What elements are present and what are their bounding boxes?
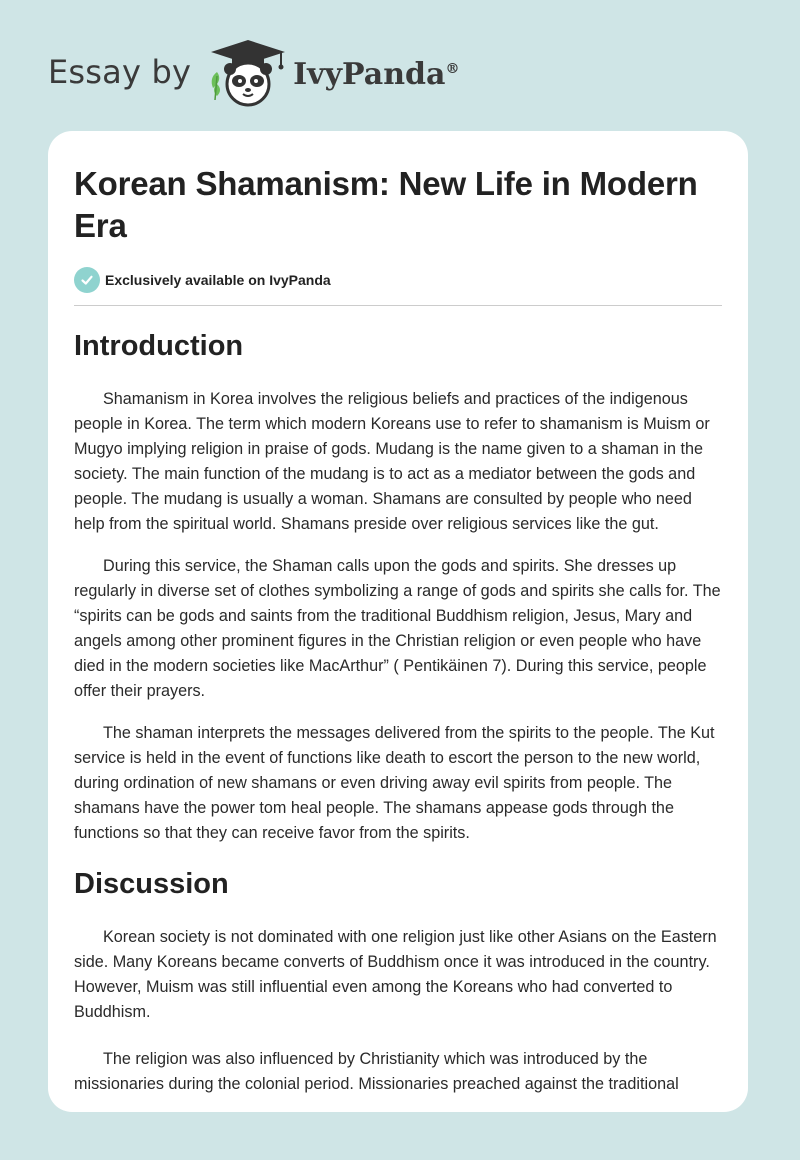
panda-logo-graphic xyxy=(205,36,291,108)
section-heading-introduction: Introduction xyxy=(74,330,244,362)
divider xyxy=(74,305,722,306)
paragraph: Korean society is not dominated with one religion just like other Asians on the Eastern side. Many Koreans became converts of Buddhism once it was introduced in the country. However, Muism was still influential even among the Koreans who had converted to Buddhism. xyxy=(74,928,717,1021)
check-icon xyxy=(74,267,100,293)
section-heading-discussion: Discussion xyxy=(74,868,229,900)
panda-graduate-icon[interactable] xyxy=(205,36,291,108)
brand-name[interactable] xyxy=(293,57,459,92)
registered-mark: ® xyxy=(445,60,460,77)
essay-title: Korean Shamanism: New Life in Modern Era xyxy=(74,165,698,244)
essay-card xyxy=(48,131,748,1112)
paragraph: The religion was also influenced by Christianity which was introduced by the missionaries during the colonial period. Missionaries preached against the traditional xyxy=(74,1050,679,1093)
paragraph: The shaman interprets the messages delivered from the spirits to the people. The Kut service is held in the event of functions like death to escort the person to the new world, during ordination of new shamans or even driving away evil spirits from people. The shamans have the power tom heal people. The shamans appease gods through the functions so that they can receive favor from the spirits. xyxy=(74,724,715,842)
exclusive-badge xyxy=(74,266,722,294)
essay-content xyxy=(48,131,748,1097)
brand-name-text: IvyPanda xyxy=(293,56,446,92)
paragraph: During this service, the Shaman calls upon the gods and spirits. She dresses up regularly in diverse set of clothes symbolizing a range of gods and spirits she calls for. The “spirits can be gods and saints from the traditional Buddhism religion, Jesus, Mary and angels among other prominent figures in the Christian religion or even people who have died in the modern societies like MacArthur” ( Pentikäinen 7). During this service, people offer their prayers. xyxy=(74,557,721,700)
paragraph: Shamanism in Korea involves the religious beliefs and practices of the indigenous people in Korea. The term which modern Koreans use to refer to shamanism is Muism or Mugyo implying religion in praise of gods. Mudang is the name given to a shaman in the society. The main function of the mudang is to act as a mediator between the gods and people. The mudang is usually a woman. Shamans are consulted by people who need help from the spiritual world. Shamans preside over religious services like the gut. xyxy=(74,390,710,533)
site-header xyxy=(48,36,459,108)
brand-prefix: Essay by xyxy=(48,53,192,91)
exclusive-label: Exclusively available on IvyPanda xyxy=(105,272,331,288)
